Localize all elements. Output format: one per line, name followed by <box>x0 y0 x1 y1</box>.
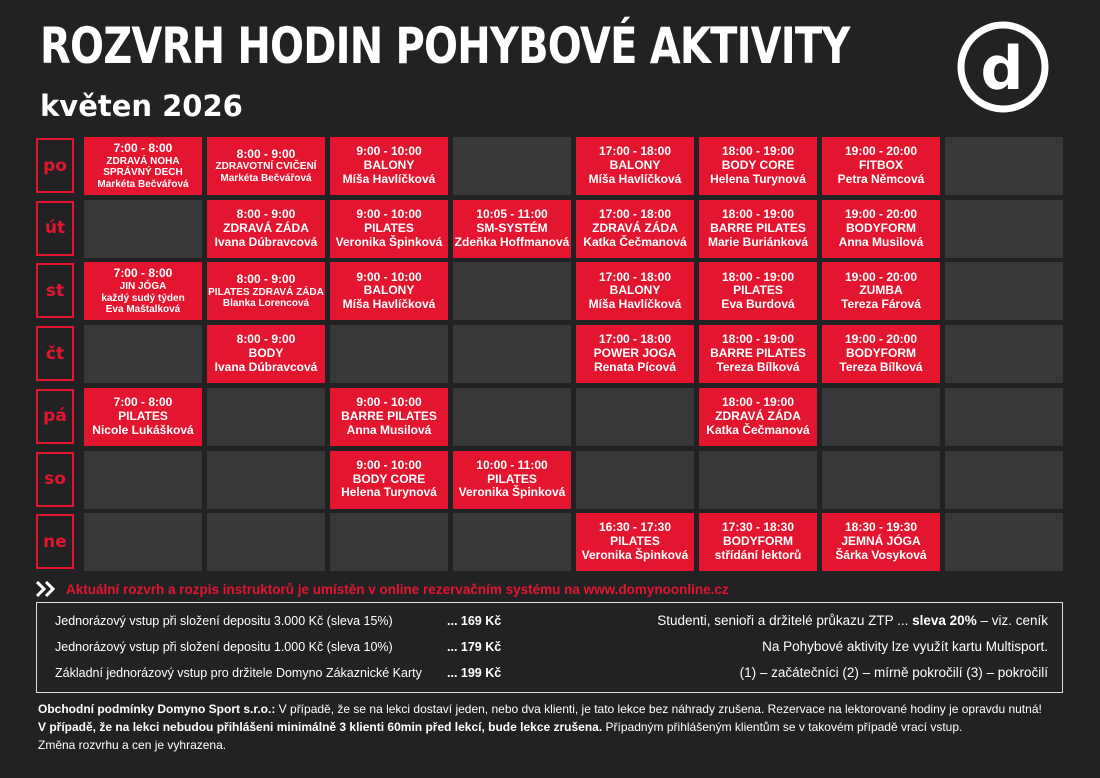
class-time: 16:30 - 17:30 <box>598 520 672 535</box>
terms-heading: Obchodní podmínky Domyno Sport s.r.o.: <box>38 702 276 716</box>
empty-slot <box>945 513 1063 571</box>
class-slot <box>330 388 448 446</box>
terms-bold-text: V případě, že na lekci nebudou přihlášeni minimálně 3 klienti 60min před lekcí, bude lekce zrušena. <box>38 720 603 734</box>
class-time: 10:05 - 11:00 <box>476 206 548 221</box>
class-name: BODYFORM <box>846 346 916 361</box>
class-time: 8:00 - 9:00 <box>236 146 296 161</box>
class-instructor: Veronika Špinková <box>458 485 566 500</box>
class-time: 17:00 - 18:00 <box>598 144 672 159</box>
class-time: 10:00 - 11:00 <box>476 457 548 472</box>
day-label: st <box>36 263 74 318</box>
class-slot <box>822 137 940 195</box>
class-instructor: Veronika Špinková <box>335 234 443 249</box>
empty-slot <box>453 325 571 383</box>
class-instructor: Eva Maštalková <box>105 304 181 316</box>
class-name: BARRE PILATES <box>341 408 437 423</box>
class-time: 17:00 - 18:00 <box>598 269 672 284</box>
class-slot <box>207 262 325 320</box>
price-row <box>55 640 502 654</box>
class-name: ZDRAVOTNÍ CVIČENÍ <box>215 161 317 173</box>
price-amount: ... 199 Kč <box>447 666 502 680</box>
empty-slot <box>945 451 1063 509</box>
empty-slot <box>576 388 694 446</box>
schedule-grid <box>36 137 1064 573</box>
class-time: 9:00 - 10:00 <box>356 269 422 284</box>
class-slot <box>699 325 817 383</box>
day-label: čt <box>36 326 74 381</box>
class-instructor: Anna Musilová <box>838 234 924 249</box>
class-slot <box>576 262 694 320</box>
class-instructor: Helena Turynová <box>710 171 806 186</box>
class-instructor: Ivana Dúbravcová <box>214 359 318 374</box>
class-time: 8:00 - 9:00 <box>236 271 296 286</box>
class-slot <box>699 388 817 446</box>
empty-slot <box>699 451 817 509</box>
empty-slot <box>453 262 571 320</box>
empty-slot <box>84 200 202 258</box>
empty-slot <box>945 325 1063 383</box>
class-name: BALONY <box>609 158 661 173</box>
class-name: PILATES <box>610 534 660 549</box>
class-slot <box>699 513 817 571</box>
class-slot <box>576 325 694 383</box>
class-slot <box>207 325 325 383</box>
price-row <box>55 614 502 628</box>
class-instructor: Zdeňka Hoffmanová <box>454 234 570 249</box>
class-time: 18:00 - 19:00 <box>721 206 795 221</box>
page-subtitle: květen 2026 <box>40 89 243 123</box>
class-time: 19:00 - 20:00 <box>844 269 918 284</box>
class-instructor: Ivana Dúbravcová <box>214 234 318 249</box>
class-slot <box>699 200 817 258</box>
class-time: 7:00 - 8:00 <box>113 266 173 281</box>
class-instructor: Markéta Bečvářová <box>97 178 189 190</box>
class-instructor: Tereza Fárová <box>841 297 921 312</box>
day-label: so <box>36 452 74 507</box>
class-instructor: Veronika Špinková <box>581 548 689 563</box>
class-name: ZDRAVÁ ZÁDA <box>223 220 309 235</box>
class-instructor: Tereza Bílková <box>716 359 800 374</box>
class-time: 18:00 - 19:00 <box>721 395 795 410</box>
class-slot <box>576 513 694 571</box>
class-slot <box>822 200 940 258</box>
class-instructor: Míša Havlíčková <box>342 297 436 312</box>
terms <box>38 700 1042 754</box>
domyno-logo <box>957 21 1049 113</box>
class-instructor: Helena Turynová <box>341 485 437 500</box>
class-name: SM-SYSTÉM <box>476 220 548 235</box>
class-time: 19:00 - 20:00 <box>844 144 918 159</box>
class-instructor: Katka Čečmanová <box>583 234 687 249</box>
class-slot <box>699 262 817 320</box>
price-row <box>55 666 502 680</box>
empty-slot <box>330 513 448 571</box>
class-time: 18:30 - 19:30 <box>844 520 918 535</box>
class-name: FITBOX <box>859 158 903 173</box>
class-instructor: Eva Burdová <box>721 297 795 312</box>
class-name: SPRÁVNÝ DECH <box>103 167 183 179</box>
class-instructor: Míša Havlíčková <box>588 171 682 186</box>
class-instructor: Blanka Lorencová <box>222 298 310 310</box>
empty-slot <box>207 451 325 509</box>
class-slot <box>84 388 202 446</box>
discount-note: – viz. ceník <box>980 613 1048 628</box>
empty-slot <box>822 451 940 509</box>
empty-slot <box>453 513 571 571</box>
class-slot <box>330 137 448 195</box>
class-time: 7:00 - 8:00 <box>113 140 173 155</box>
class-slot <box>453 200 571 258</box>
class-name: BODY <box>248 346 284 361</box>
class-name: ZDRAVÁ NOHA <box>106 155 180 167</box>
class-name: PILATES ZDRAVÁ ZÁDA <box>208 286 324 298</box>
class-time: 9:00 - 10:00 <box>356 144 422 159</box>
discount-value: sleva 20% <box>912 613 977 628</box>
class-instructor: Míša Havlíčková <box>588 297 682 312</box>
class-name: ZDRAVÁ ZÁDA <box>592 220 678 235</box>
class-name: BARRE PILATES <box>710 346 806 361</box>
empty-slot <box>945 137 1063 195</box>
terms-text: Případným přihlášeným klientům se v takovém případě vrací vstup. <box>602 720 963 734</box>
class-time: 8:00 - 9:00 <box>236 332 296 347</box>
class-time: 9:00 - 10:00 <box>356 395 422 410</box>
class-slot <box>207 200 325 258</box>
class-name: BALONY <box>363 283 415 298</box>
page-title: ROZVRH HODIN POHYBOVÉ AKTIVITY <box>40 17 850 75</box>
class-name: BALONY <box>363 158 415 173</box>
empty-slot <box>945 388 1063 446</box>
discount-text: Studenti, senioři a držitelé průkazu ZTP ... <box>657 613 909 628</box>
notice-text: Aktuální rozvrh a rozpis instruktorů je umístěn v online rezervačním systému na www.domynoonline.cz <box>66 581 729 597</box>
class-time: 18:00 - 19:00 <box>721 332 795 347</box>
class-slot <box>822 262 940 320</box>
class-slot <box>822 513 940 571</box>
terms-line: Změna rozvrhu a cen je vyhrazena. <box>38 738 227 752</box>
class-slot <box>84 137 202 195</box>
class-name: PILATES <box>487 471 537 486</box>
class-name: BALONY <box>609 283 661 298</box>
class-slot <box>330 451 448 509</box>
empty-slot <box>207 388 325 446</box>
price-label: Jednorázový vstup při složení depositu 1.000 Kč (sleva 10%) <box>55 640 393 654</box>
terms-line <box>38 700 1042 718</box>
class-name: PILATES <box>733 283 783 298</box>
level-legend: (1) – začátečníci (2) – mírně pokročilí (3) – pokročilí <box>739 665 1048 680</box>
empty-slot <box>945 262 1063 320</box>
class-slot <box>822 325 940 383</box>
class-time: 18:00 - 19:00 <box>721 269 795 284</box>
price-amount: ... 179 Kč <box>447 640 502 654</box>
class-slot <box>84 262 202 320</box>
empty-slot <box>453 137 571 195</box>
class-instructor: Petra Němcová <box>837 171 925 186</box>
svg-text:d: d <box>980 34 1024 104</box>
class-slot <box>453 451 571 509</box>
class-instructor: Renata Pícová <box>593 359 677 374</box>
class-instructor: Katka Čečmanová <box>706 422 810 437</box>
price-label: Jednorázový vstup při složení depositu 3.000 Kč (sleva 15%) <box>55 614 393 628</box>
class-instructor: Šárka Vosyková <box>835 548 927 563</box>
discount-info <box>657 613 1048 628</box>
class-slot <box>576 137 694 195</box>
price-amount: ... 169 Kč <box>447 614 502 628</box>
class-time: 18:00 - 19:00 <box>721 144 795 159</box>
class-time: 19:00 - 20:00 <box>844 332 918 347</box>
class-name: BODY CORE <box>721 158 795 173</box>
class-name: BARRE PILATES <box>710 220 806 235</box>
class-slot <box>207 137 325 195</box>
multisport-info: Na Pohybové aktivity lze využít kartu Multisport. <box>762 639 1048 654</box>
class-slot <box>699 137 817 195</box>
day-label: ne <box>36 514 74 569</box>
day-label: po <box>36 138 74 193</box>
class-instructor: Markéta Bečvářová <box>220 172 312 184</box>
empty-slot <box>576 451 694 509</box>
double-chevron-icon <box>36 581 56 597</box>
class-name: PILATES <box>364 220 414 235</box>
class-name: PILATES <box>118 408 168 423</box>
terms-line <box>38 718 1042 736</box>
class-time: 9:00 - 10:00 <box>356 457 422 472</box>
class-instructor: Marie Buriánková <box>707 234 809 249</box>
empty-slot <box>453 388 571 446</box>
class-time: 8:00 - 9:00 <box>236 206 296 221</box>
terms-text: V případě, že se na lekci dostaví jeden, nebo dva klienti, je tato lekce bez náhrady zrušena. Rezervace na lektorované hodiny je opravdu nutná! <box>275 702 1042 716</box>
class-time: 17:00 - 18:00 <box>598 206 672 221</box>
class-name: ZUMBA <box>859 283 903 298</box>
class-name: ZDRAVÁ ZÁDA <box>715 408 801 423</box>
empty-slot <box>822 388 940 446</box>
empty-slot <box>84 451 202 509</box>
empty-slot <box>84 325 202 383</box>
class-instructor: Anna Musilová <box>346 422 432 437</box>
class-time: 17:00 - 18:00 <box>598 332 672 347</box>
class-slot <box>330 200 448 258</box>
class-name: BODYFORM <box>723 534 793 549</box>
class-name: každý sudý týden <box>101 292 185 304</box>
class-name: POWER JOGA <box>593 346 677 361</box>
empty-slot <box>945 200 1063 258</box>
day-label: pá <box>36 389 74 444</box>
class-instructor: Nicole Lukášková <box>92 422 194 437</box>
day-label: út <box>36 201 74 256</box>
class-time: 17:30 - 18:30 <box>721 520 795 535</box>
class-time: 9:00 - 10:00 <box>356 206 422 221</box>
empty-slot <box>207 513 325 571</box>
class-time: 7:00 - 8:00 <box>113 395 173 410</box>
price-box <box>36 602 1063 693</box>
class-instructor: střídání lektorů <box>714 548 802 563</box>
class-instructor: Tereza Bílková <box>839 359 923 374</box>
class-slot <box>576 200 694 258</box>
empty-slot <box>330 325 448 383</box>
class-instructor: Míša Havlíčková <box>342 171 436 186</box>
class-name: JIN JÓGA <box>119 281 167 293</box>
price-label: Základní jednorázový vstup pro držitele Domyno Zákaznické Karty <box>55 666 422 680</box>
class-slot <box>330 262 448 320</box>
class-time: 19:00 - 20:00 <box>844 206 918 221</box>
class-name: BODY CORE <box>352 471 426 486</box>
empty-slot <box>84 513 202 571</box>
notice <box>36 581 729 597</box>
class-name: BODYFORM <box>846 220 916 235</box>
class-name: JEMNÁ JÓGA <box>841 534 921 549</box>
